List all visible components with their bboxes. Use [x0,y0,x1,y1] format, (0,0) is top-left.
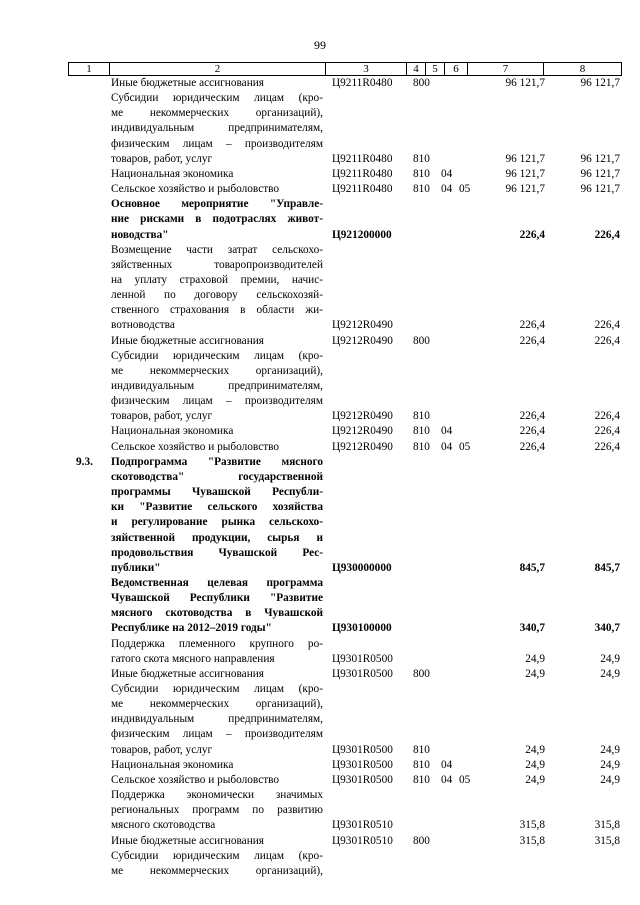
row-expense-type: 800 [413,77,430,89]
row-expense-type: 810 [413,167,430,180]
table-row [0,379,640,394]
table-row [0,788,640,803]
row-description: товаров, работ, услуг [111,743,213,756]
table-row [0,288,640,303]
row-description: гатого скота мясного направления [111,652,275,665]
row-description: программы Чувашской Республи- [111,486,323,499]
row-target-code: Ц9212R0490 [332,410,393,423]
row-description: ме некоммерческих организаций), [111,698,323,711]
row-target-code: Ц9211R0480 [332,167,393,180]
row-description: региональных программ по развитию [111,804,323,817]
table-row [0,849,640,864]
row-description: ме некоммерческих организаций), [111,364,323,377]
row-amount-col8: 315,8 [594,819,620,832]
row-target-code: Ц9212R0490 [332,319,393,332]
row-number: 9.3. [76,455,93,468]
row-expense-type: 810 [413,183,430,196]
row-amount-col8: 96 121,7 [580,77,620,89]
table-row [0,349,640,364]
row-expense-type: 800 [413,667,430,680]
table-row [0,273,640,288]
row-amount-col7: 845,7 [519,561,545,574]
row-target-code: Ц9301R0500 [332,758,393,771]
row-expense-type: 810 [413,425,430,438]
table-row [0,803,640,818]
row-description: продовольствия Чувашской Рес- [111,546,323,559]
row-amount-col8: 24,9 [600,667,620,680]
row-amount-col7: 96 121,7 [505,77,545,89]
row-description: ленной по договору сельскохозяй- [111,289,323,302]
table-row [0,243,640,258]
table-row [0,712,640,727]
row-amount-col7: 24,9 [525,652,545,665]
header-col-4: 4 [407,63,426,76]
row-amount-col7: 96 121,7 [505,167,545,180]
table-row [0,334,640,349]
table-row [0,485,640,500]
table-row [0,318,640,333]
table-row [0,652,640,667]
row-amount-col7: 226,4 [519,410,545,423]
row-description: ме некоммерческих организаций), [111,107,323,120]
row-description: Иные бюджетные ассигнования [111,334,264,347]
row-amount-col7: 226,4 [519,334,545,347]
row-description: Иные бюджетные ассигнования [111,834,264,847]
row-amount-col7: 24,9 [525,773,545,786]
header-col-5: 5 [426,63,445,76]
row-amount-col7: 315,8 [519,834,545,847]
table-row [0,773,640,788]
row-description: Национальная экономика [111,425,234,438]
row-description: на уплату страховой премии, начис- [111,273,323,286]
table-row [0,440,640,455]
row-section: 04 [441,773,453,786]
row-description: ки "Развитие сельского хозяйства [111,501,323,514]
header-col-1: 1 [69,63,110,76]
row-amount-col8: 24,9 [600,773,620,786]
row-target-code: Ц9211R0480 [332,183,393,196]
row-amount-col8: 340,7 [594,622,620,635]
table-row [0,727,640,742]
table-row [0,576,640,591]
table-row [0,152,640,167]
row-description: Чувашской Республики "Развитие [111,592,323,605]
header-col-8: 8 [544,63,622,76]
row-target-code: Ц9301R0500 [332,667,393,680]
row-description: мясного скотоводства [111,819,216,832]
row-description: зяйственной продукции, сырья и [111,531,323,544]
row-description: индивидуальным предпринимателям, [111,380,323,392]
row-target-code: Ц930100000 [332,622,392,635]
header-col-7: 7 [468,63,544,76]
row-description: Возмещение части затрат сельскохо- [111,243,323,256]
table-row [0,758,640,773]
row-description: физическим лицам – производителям [111,395,323,408]
row-amount-col8: 845,7 [594,561,620,574]
row-amount-col7: 24,9 [525,667,545,680]
row-section: 04 [441,425,453,438]
table-row [0,818,640,833]
table-row [0,621,640,636]
row-description: Субсидии юридическим лицам (кро- [111,849,323,862]
row-description: Ведомственная целевая программа [111,576,323,589]
row-amount-col8: 226,4 [594,334,620,347]
row-amount-col7: 96 121,7 [505,152,545,165]
row-description: индивидуальным предпринимателям, [111,713,323,726]
row-expense-type: 810 [413,773,430,786]
table-row [0,455,640,470]
table-row [0,364,640,379]
table-row [0,258,640,273]
row-description: зяйственных товаропроизводителей [111,258,323,271]
row-description: публики" [111,561,161,574]
row-description: Иные бюджетные ассигнования [111,667,264,680]
row-amount-col8: 226,4 [594,425,620,438]
row-target-code: Ц9212R0490 [332,334,393,347]
table-row [0,697,640,712]
header-col-6: 6 [445,63,468,76]
row-section: 04 [441,183,453,196]
row-target-code: Ц930000000 [332,561,392,574]
table-row [0,394,640,409]
row-amount-col8: 315,8 [594,834,620,847]
row-description: Сельское хозяйство и рыболовство [111,183,280,196]
row-subsection: 05 [459,440,471,453]
row-amount-col7: 315,8 [519,819,545,832]
row-description: Сельское хозяйство и рыболовство [111,440,280,453]
row-description: Национальная экономика [111,758,234,771]
row-target-code: Ц9301R0510 [332,819,393,832]
row-expense-type: 810 [413,152,430,165]
row-amount-col8: 24,9 [600,652,620,665]
row-amount-col8: 96 121,7 [580,152,620,165]
table-row [0,470,640,485]
row-amount-col7: 226,4 [519,440,545,453]
row-target-code: Ц9211R0480 [332,152,393,165]
row-target-code: Ц9301R0500 [332,773,393,786]
header-col-3: 3 [326,63,407,76]
row-section: 04 [441,167,453,180]
table-row [0,743,640,758]
row-target-code: Ц9212R0490 [332,425,393,438]
row-amount-col7: 24,9 [525,758,545,771]
table-row [0,424,640,439]
row-amount-col7: 96 121,7 [505,183,545,196]
row-description: новодства" [111,228,169,241]
row-amount-col7: 226,4 [519,425,545,438]
row-expense-type: 810 [413,758,430,771]
table-row [0,76,640,91]
row-description: Субсидии юридическим лицам (кро- [111,683,323,695]
row-description: Поддержка экономически значимых [111,789,323,802]
row-description: Поддержка племенного крупного ро- [111,637,323,650]
row-target-code: Ц9301R0500 [332,743,393,756]
row-description: скотоводства" государственной [111,470,323,483]
table-row [0,591,640,606]
row-amount-col8: 96 121,7 [580,183,620,196]
row-amount-col7: 226,4 [519,228,545,241]
table-row [0,303,640,318]
row-expense-type: 810 [413,410,430,423]
row-description: вотноводства [111,319,175,332]
row-description: физическим лицам – производителям [111,137,323,150]
table-row [0,515,640,530]
table-row [0,228,640,243]
table-row [0,546,640,561]
row-description: и регулирование рынка сельскохо- [111,516,323,529]
row-description: физическим лицам – производителям [111,728,323,741]
table-row [0,682,640,697]
page-number: 99 [314,38,326,52]
row-description: ние рисками в подотраслях живот- [111,213,323,226]
row-amount-col8: 226,4 [594,440,620,453]
table-row [0,121,640,136]
table-row [0,167,640,182]
table-row [0,667,640,682]
row-description: Национальная экономика [111,167,234,180]
row-description: мясного скотоводства в Чувашской [111,607,323,620]
table-row [0,182,640,197]
table-row [0,91,640,106]
table-row [0,137,640,152]
table-row [0,212,640,227]
row-description: Подпрограмма "Развитие мясного [111,455,323,468]
row-amount-col8: 226,4 [594,319,620,332]
header-col-2: 2 [110,63,326,76]
row-description: товаров, работ, услуг [111,410,213,423]
row-amount-col8: 226,4 [594,228,620,241]
row-expense-type: 800 [413,334,430,347]
row-description: Субсидии юридическим лицам (кро- [111,92,323,105]
row-expense-type: 800 [413,834,430,847]
row-subsection: 05 [459,773,471,786]
table-row [0,637,640,652]
table-row [0,561,640,576]
row-amount-col7: 226,4 [519,319,545,332]
table-row [0,500,640,515]
row-amount-col7: 340,7 [519,622,545,635]
row-expense-type: 810 [413,440,430,453]
row-description: Республике на 2012–2019 годы" [111,622,272,635]
row-description: ме некоммерческих организаций), [111,864,323,877]
row-section: 04 [441,440,453,453]
row-amount-col8: 24,9 [600,758,620,771]
row-expense-type: 810 [413,743,430,756]
table-row [0,606,640,621]
row-target-code: Ц9211R0480 [332,77,393,89]
table-row [0,409,640,424]
row-description: Сельское хозяйство и рыболовство [111,773,280,786]
table-row [0,864,640,879]
row-amount-col8: 226,4 [594,410,620,423]
row-description: Иные бюджетные ассигнования [111,77,264,89]
row-target-code: Ц9301R0500 [332,652,393,665]
row-amount-col7: 24,9 [525,743,545,756]
table-header [68,62,622,76]
table-row [0,106,640,121]
row-description: индивидуальным предпринимателям, [111,122,323,135]
row-section: 04 [441,758,453,771]
table-row [0,197,640,212]
row-target-code: Ц921200000 [332,228,392,241]
row-amount-col8: 24,9 [600,743,620,756]
row-subsection: 05 [459,183,471,196]
row-target-code: Ц9301R0510 [332,834,393,847]
row-description: Субсидии юридическим лицам (кро- [111,349,323,362]
row-description: товаров, работ, услуг [111,152,213,165]
row-target-code: Ц9212R0490 [332,440,393,453]
row-description: Основное мероприятие "Управле- [111,198,323,211]
table-row [0,834,640,849]
row-description: ственного страхования в области жи- [111,304,323,317]
table-row [0,531,640,546]
row-amount-col8: 96 121,7 [580,167,620,180]
